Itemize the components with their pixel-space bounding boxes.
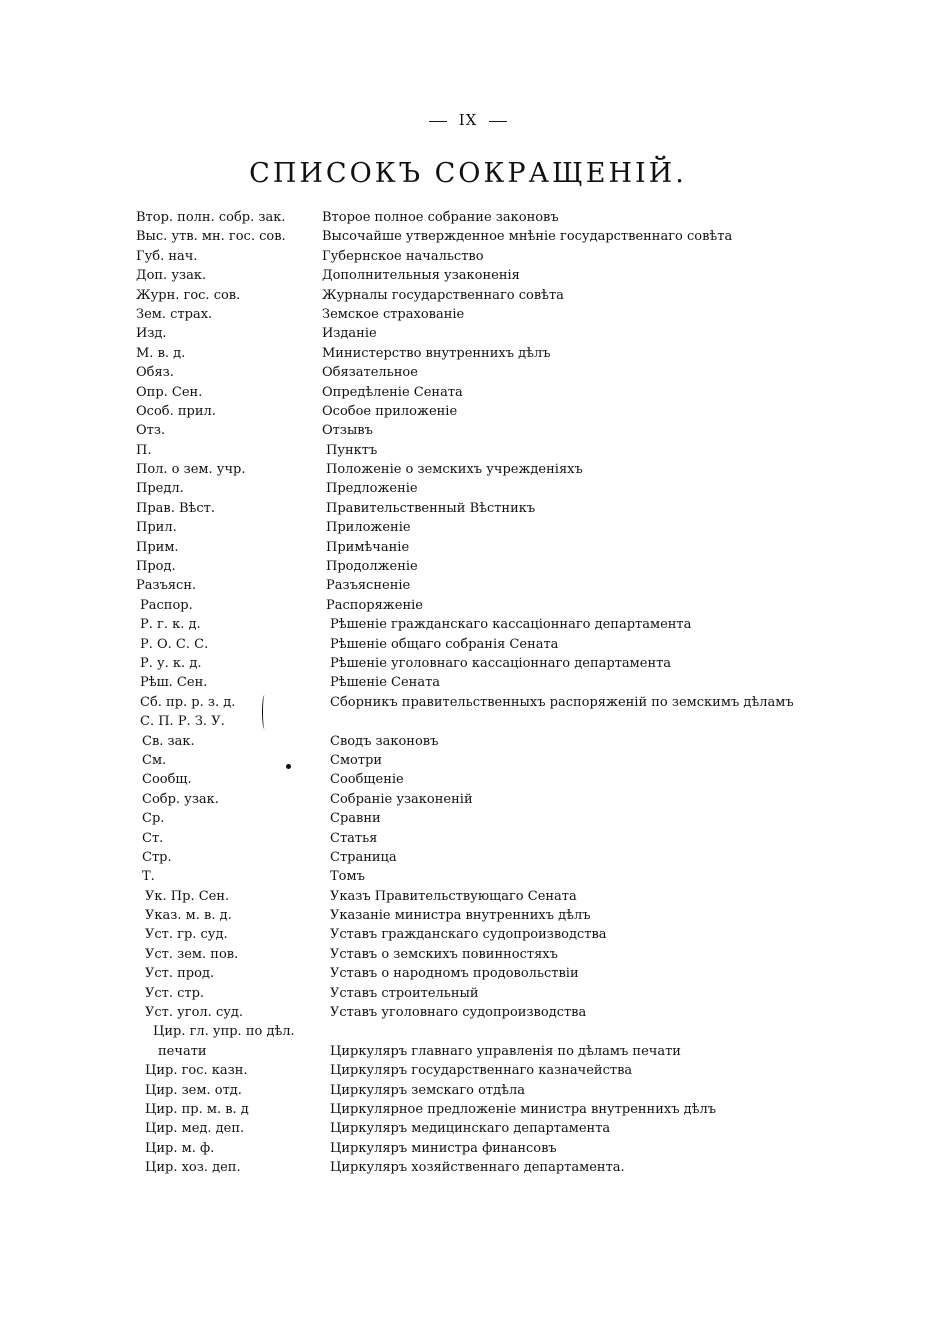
expansion: Пунктъ	[326, 442, 378, 458]
expansion: Положеніе о земскихъ учрежденіяхъ	[326, 462, 583, 478]
abbreviation: Особ. прил.	[136, 403, 216, 419]
abbreviation: Втор. полн. собр. зак.	[136, 210, 286, 225]
expansion: Циркуляръ хозяйственнаго департамента.	[330, 1160, 625, 1176]
list-item	[0, 208, 936, 227]
abbreviation: Изд.	[136, 326, 167, 342]
list-item	[0, 596, 936, 615]
list-item	[0, 906, 936, 925]
page-number	[0, 111, 936, 129]
abbreviation: Р. у. к. д.	[140, 655, 202, 671]
abbreviation: Опр. Сен.	[136, 384, 203, 400]
list-item	[0, 557, 936, 576]
expansion: Циркуляръ медицинскаго департамента	[330, 1121, 611, 1137]
list-item	[0, 1119, 936, 1138]
list-item	[0, 887, 936, 906]
abbreviation-list	[0, 208, 936, 1178]
list-item	[0, 576, 936, 595]
expansion: Сводъ законовъ	[330, 733, 439, 749]
abbreviation: Цир. гос. казн.	[145, 1063, 248, 1079]
list-item	[0, 402, 936, 421]
expansion: Высочайше утвержденное мнѣніе государственнаго совѣта	[322, 229, 733, 245]
expansion: Отзывъ	[322, 423, 373, 439]
list-item	[0, 635, 936, 654]
list-item	[0, 324, 936, 343]
expansion: Уставъ гражданскаго судопроизводства	[330, 927, 607, 943]
expansion: Рѣшеніе уголовнаго кассаціоннаго департамента	[330, 655, 672, 671]
list-item	[0, 732, 936, 751]
abbreviation: Разъясн.	[136, 578, 197, 594]
abbreviation: Уст. угол. суд.	[145, 1005, 244, 1021]
list-item	[0, 964, 936, 983]
abbreviation: Цир. мед. деп.	[145, 1121, 245, 1137]
expansion: Опредѣленіе Сената	[322, 384, 463, 400]
list-item	[0, 460, 936, 479]
abbreviation: печати	[158, 1043, 207, 1059]
abbreviation: Уст. стр.	[145, 985, 205, 1001]
abbreviation: Цир. гл. упр. по дѣл.	[153, 1024, 295, 1040]
expansion: Примѣчаніе	[326, 539, 410, 555]
abbreviation: Ср.	[142, 811, 165, 827]
abbreviation: Сб. пр. р. з. д.	[140, 694, 236, 710]
list-item	[0, 809, 936, 828]
abbreviation: Доп. узак.	[136, 268, 207, 284]
list-item	[0, 421, 936, 440]
ink-dot	[286, 764, 291, 769]
list-item	[0, 1158, 936, 1177]
abbreviation: С. П. Р. З. У.	[140, 714, 225, 730]
abbreviation: Уст. зем. пов.	[145, 946, 239, 962]
expansion: Циркулярное предложеніе министра внутреннихъ дѣлъ	[330, 1101, 716, 1117]
list-item	[0, 654, 936, 673]
list-item	[0, 1022, 936, 1041]
expansion: Уставъ уголовнаго судопроизводства	[330, 1005, 587, 1021]
expansion: Изданіе	[322, 326, 377, 342]
expansion: Указаніе министра внутреннихъ дѣлъ	[330, 908, 591, 924]
list-item	[0, 479, 936, 498]
abbreviation: Р. О. С. С.	[140, 636, 209, 652]
abbreviation: Уст. прод.	[145, 966, 215, 982]
expansion: Рѣшеніе общаго собранія Сената	[330, 636, 559, 652]
list-item	[0, 984, 936, 1003]
expansion: Рѣшеніе гражданскаго кассаціоннаго департамента	[330, 617, 692, 633]
abbreviation: Цир. зем. отд.	[145, 1082, 242, 1098]
abbreviation: Стр.	[142, 849, 172, 865]
expansion: Уставъ строительный	[330, 985, 479, 1001]
list-item	[0, 1003, 936, 1022]
list-item	[0, 1081, 936, 1100]
list-item	[0, 712, 936, 731]
expansion: Уставъ о земскихъ повинностяхъ	[330, 946, 558, 962]
expansion: Обязательное	[322, 365, 418, 381]
abbreviation: Сообщ.	[142, 772, 192, 788]
list-item	[0, 1100, 936, 1119]
abbreviation: Р. г. к. д.	[140, 617, 201, 633]
expansion: Приложеніе	[326, 520, 411, 536]
list-item	[0, 770, 936, 789]
expansion: Разъясненіе	[326, 578, 411, 594]
abbreviation: Цир. хоз. деп.	[145, 1160, 241, 1176]
expansion: Собраніе узаконеній	[330, 791, 473, 807]
list-item	[0, 848, 936, 867]
list-item	[0, 286, 936, 305]
page-title: СПИСОКЪ СОКРАЩЕНІЙ.	[249, 158, 687, 189]
expansion: Циркуляръ главнаго управленія по дѣламъ печати	[330, 1043, 681, 1059]
expansion: Циркуляръ министра финансовъ	[330, 1140, 557, 1156]
list-item	[0, 925, 936, 944]
expansion: Страница	[330, 849, 397, 865]
list-item	[0, 538, 936, 557]
list-item	[0, 518, 936, 537]
list-item	[0, 693, 936, 712]
list-item	[0, 1139, 936, 1158]
abbreviation: Уст. гр. суд.	[145, 927, 228, 943]
list-item	[0, 1042, 936, 1061]
abbreviation: Ук. Пр. Сен.	[145, 888, 230, 904]
list-item	[0, 751, 936, 770]
abbreviation: Журн. гос. сов.	[136, 287, 241, 303]
abbreviation: П.	[136, 442, 152, 458]
expansion: Второе полное собрание законовъ	[322, 210, 559, 225]
list-item	[0, 247, 936, 266]
expansion: Уставъ о народномъ продовольствіи	[330, 966, 579, 982]
expansion: Указъ Правительствующаго Сената	[330, 888, 577, 904]
list-item	[0, 673, 936, 692]
dash-left	[429, 121, 447, 122]
list-item	[0, 363, 936, 382]
expansion: Томъ	[330, 869, 365, 885]
list-item	[0, 790, 936, 809]
expansion: Сборникъ правительственныхъ распоряженій по земскимъ дѣламъ	[330, 694, 794, 710]
abbreviation: М. в. д.	[136, 345, 186, 361]
abbreviation: Прав. Вѣст.	[136, 500, 215, 516]
abbreviation: Св. зак.	[142, 733, 195, 749]
abbreviation: Ст.	[142, 830, 164, 846]
expansion: Сообщеніе	[330, 772, 404, 788]
expansion: Статья	[330, 830, 378, 846]
list-item	[0, 1061, 936, 1080]
expansion: Предложеніе	[326, 481, 418, 497]
abbreviation: Прил.	[136, 520, 177, 536]
expansion: Дополнительныя узаконенія	[322, 268, 520, 284]
abbreviation: Рѣш. Сен.	[140, 675, 208, 691]
expansion: Циркуляръ государственнаго казначейства	[330, 1063, 633, 1079]
expansion: Смотри	[330, 752, 383, 768]
list-item	[0, 383, 936, 402]
list-item	[0, 344, 936, 363]
abbreviation: Т.	[142, 869, 155, 885]
expansion: Рѣшеніе Сената	[330, 675, 441, 691]
abbreviation: Зем. страх.	[136, 306, 213, 322]
abbreviation: Прод.	[136, 559, 176, 575]
abbreviation: Обяз.	[136, 365, 174, 381]
list-item	[0, 227, 936, 246]
expansion: Правительственный Вѣстникъ	[326, 500, 536, 516]
list-item	[0, 441, 936, 460]
abbreviation: Пол. о зем. учр.	[136, 462, 246, 478]
list-item	[0, 266, 936, 285]
abbreviation: Предл.	[136, 481, 184, 497]
expansion: Земское страхованіе	[322, 306, 465, 322]
abbreviation: См.	[142, 752, 167, 768]
list-item	[0, 615, 936, 634]
abbreviation: Выс. утв. мн. гос. сов.	[136, 229, 286, 245]
expansion: Распоряженіе	[326, 597, 423, 613]
list-item	[0, 305, 936, 324]
expansion: Сравни	[330, 811, 381, 827]
list-item	[0, 867, 936, 886]
list-item	[0, 499, 936, 518]
abbreviation: Распор.	[140, 597, 193, 613]
expansion: Особое приложеніе	[322, 403, 458, 419]
list-item	[0, 829, 936, 848]
expansion: Журналы государственнаго совѣта	[322, 287, 564, 303]
abbreviation: Губ. нач.	[136, 248, 198, 264]
expansion: Продолженіе	[326, 559, 418, 575]
expansion: Циркуляръ земскаго отдѣла	[330, 1082, 525, 1098]
list-item	[0, 945, 936, 964]
dash-right	[489, 121, 507, 122]
abbreviation: Отз.	[136, 423, 166, 439]
abbreviation: Указ. м. в. д.	[145, 908, 232, 924]
page-number-text: IX	[458, 111, 478, 129]
abbreviation: Цир. м. ф.	[145, 1140, 215, 1156]
expansion: Министерство внутреннихъ дѣлъ	[322, 345, 551, 361]
abbreviation: Прим.	[136, 539, 179, 555]
abbreviation: Собр. узак.	[142, 791, 219, 807]
expansion: Губернское начальство	[322, 248, 484, 264]
abbreviation: Цир. пр. м. в. д	[145, 1101, 249, 1117]
